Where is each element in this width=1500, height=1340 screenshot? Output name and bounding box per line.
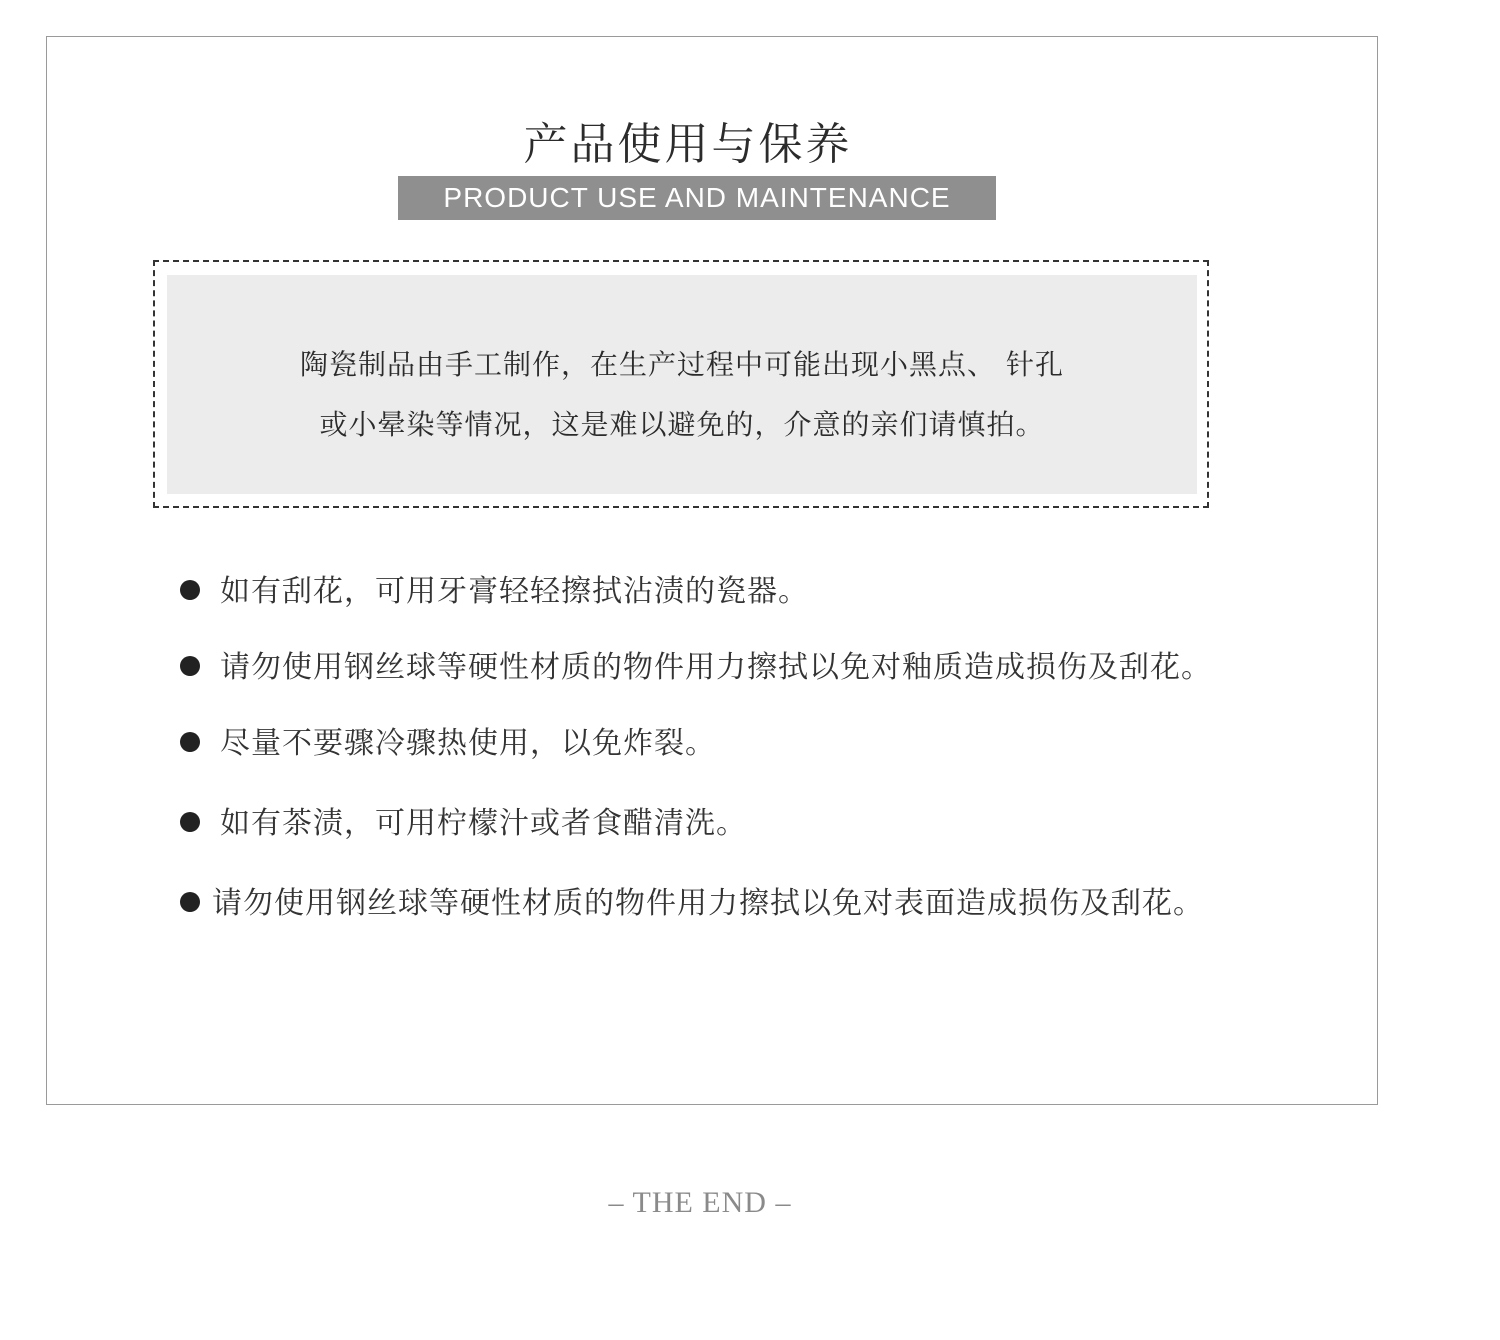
list-item (180, 798, 747, 842)
notice-box (153, 260, 1209, 508)
list-item (180, 642, 1212, 686)
list-item-text: 请勿使用钢丝球等硬性材质的物件用力擦拭以免对表面造成损伤及刮花。 (212, 886, 1204, 921)
bullet-dot-icon (180, 812, 200, 832)
list-item-text: 尽量不要骤冷骤热使用，以免炸裂。 (220, 726, 716, 761)
list-item-text: 如有刮花，可用牙膏轻轻擦拭沾渍的瓷器。 (220, 574, 809, 609)
bullet-dot-icon (180, 656, 200, 676)
subtitle-banner: PRODUCT USE AND MAINTENANCE (398, 176, 996, 220)
notice-panel (167, 275, 1197, 494)
page-title: 产品使用与保养 (523, 119, 853, 170)
bullet-dot-icon (180, 732, 200, 752)
list-item (180, 718, 716, 762)
notice-line: 或小晕染等情况，这是难以避免的，介意的亲们请慎拍。 (319, 408, 1045, 441)
notice-line: 陶瓷制品由手工制作，在生产过程中可能出现小黑点、 针孔 (300, 348, 1064, 381)
list-item-text: 请勿使用钢丝球等硬性材质的物件用力擦拭以免对釉质造成损伤及刮花。 (220, 650, 1212, 685)
list-item (180, 878, 1204, 922)
list-item-text: 如有茶渍，可用柠檬汁或者食醋清洗。 (220, 806, 747, 841)
bullet-dot-icon (180, 892, 200, 912)
list-item (180, 566, 809, 610)
bullet-dot-icon (180, 580, 200, 600)
the-end-footer: – THE END – (608, 1186, 792, 1219)
